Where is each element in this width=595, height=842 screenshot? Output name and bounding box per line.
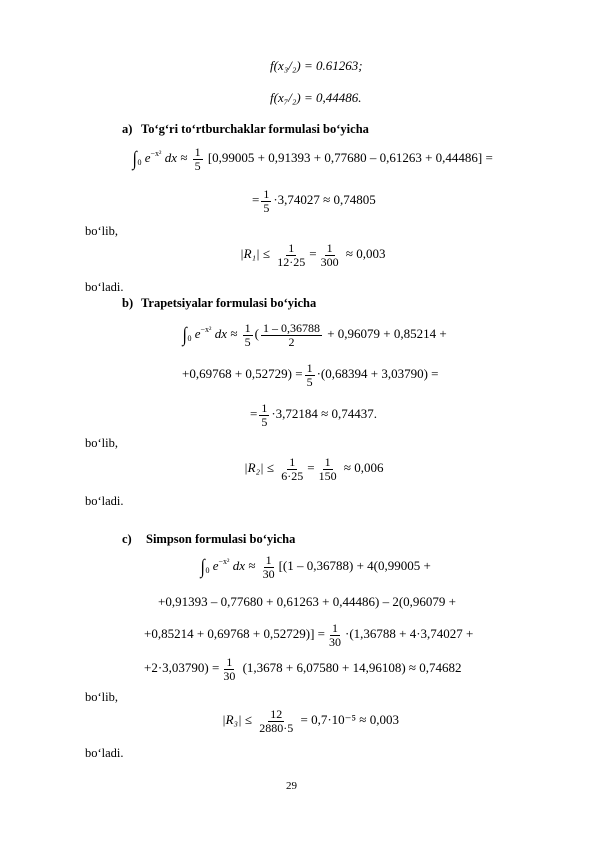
section-c-title: Simpson formulasi bo‘yicha (146, 532, 296, 546)
inner-fraction: $\frac{1 - 0,36788}{2}$ (262, 321, 320, 349)
text-boladi-b: bo‘ladi. (85, 494, 124, 508)
error-fraction-2: $\frac{1}{150}$ (318, 455, 337, 483)
text-bolib-b: bo‘lib, (85, 436, 118, 450)
text-boladi-a: bo‘ladi. (85, 280, 124, 294)
page-number: 29 (286, 780, 297, 792)
error-label: |R₁| ≤ (240, 246, 270, 262)
section-c-line2: +0,91393 – 0,77680 + 0,61263 + 0,44486) – 2(0,96079 + (158, 594, 456, 609)
error-fraction-1: $\frac{1}{6\cdot 25}$ (281, 455, 304, 483)
text-bolib-a: bo‘lib, (85, 224, 118, 238)
section-b-title: Trapetsiyalar formulasi bo‘yicha (141, 296, 317, 310)
integrand-exponent: −x² (218, 557, 230, 567)
error-label: |R₂| ≤ (244, 460, 274, 476)
error-result: = 0,7·10⁻⁵ ≈ 0,003 (300, 712, 399, 728)
result-expression: ·3,74027 ≈ 0,74805 (273, 192, 376, 208)
section-b-integral-line2 (182, 362, 438, 388)
section-b-integral-line1: $\int_0$ $e^{-x^2}$ dx ≈ $\frac{1}{5}$ ( $\frac{1 - 0,36788}{2}$ + 0,96079 + 0,85214 + (182, 321, 447, 349)
section-a-error-estimate: |R₁| ≤ $\frac{1}{12\cdot 25}$ = $\frac{1}{300}$ ≈ 0,003 (240, 241, 386, 269)
result-expression: (1,3678 + 6,07580 + 14,96108) ≈ 0,74682 (242, 660, 462, 676)
integral-sign-icon: ∫ (200, 556, 205, 579)
coef-fraction: $\frac{1}{5}$ (261, 401, 268, 429)
coef-fraction: $\frac{1}{30}$ (328, 621, 341, 649)
sum-continuation: +0,85214 + 0,69768 + 0,52729)] = (144, 626, 325, 642)
section-c-line4 (144, 656, 462, 682)
sum-continuation: +0,69768 + 0,52729) = (182, 366, 303, 382)
error-fraction-1: $\frac{12}{2880\cdot 5}$ (259, 707, 294, 735)
integrand: e (194, 326, 201, 342)
text-bolib-c: bo‘lib, (85, 690, 118, 704)
section-a-title: To‘g‘ri to‘rtburchaklar formulasi bo‘yicha (141, 122, 369, 136)
sum-expression: + 0,96079 + 0,85214 + (327, 326, 447, 342)
sum-expression: [0,99005 + 0,91393 + 0,77680 – 0,61263 + 0,44486] = (207, 150, 493, 166)
integrand: e (212, 558, 219, 574)
integral-sign-icon: ∫ (132, 148, 137, 171)
section-c-line3 (144, 622, 473, 648)
coef-fraction: $\frac{1}{30}$ (262, 553, 275, 581)
integrand: e (144, 150, 151, 166)
section-c-integral-line1 (200, 554, 431, 580)
section-b-error-estimate: |R₂| ≤ $\frac{1}{6\cdot 25}$ = $\frac{1}{150}$ ≈ 0,006 (244, 455, 384, 483)
coef-fraction: $\frac{1}{5}$ (263, 187, 270, 215)
section-c-label: c) (122, 532, 132, 546)
integrand-exponent: −x² (150, 149, 162, 159)
error-result: ≈ 0,003 (345, 246, 386, 262)
sum-grouped: ·(0,68394 + 3,03790) = (316, 366, 439, 382)
value-f-x3-2: f(x₃/₂) = 0.61263; (270, 58, 363, 73)
coef-fraction: $\frac{1}{5}$ (306, 361, 313, 389)
text-boladi-c: bo‘ladi. (85, 746, 124, 760)
lower-limit: 0 (187, 334, 192, 344)
section-a-integral-line1 (132, 146, 493, 172)
error-fraction-2: $\frac{1}{300}$ (320, 241, 339, 269)
sum-expression: [(1 – 0,36788) + 4(0,99005 + (278, 558, 431, 574)
result-expression: ·3,72184 ≈ 0,74437. (271, 406, 378, 422)
error-result: ≈ 0,006 (343, 460, 384, 476)
coef-fraction: $\frac{1}{5}$ (194, 145, 201, 173)
dx-approx: dx ≈ (232, 558, 256, 574)
dx-approx: dx ≈ (214, 326, 238, 342)
error-label: |R₃| ≤ (222, 712, 252, 728)
sum-grouped: ·(1,36788 + 4·3,74027 + (344, 626, 474, 642)
section-a-label: a) (122, 122, 133, 136)
section-b-integral-line3: = $\frac{1}{5}$ ·3,72184 ≈ 0,74437. (250, 401, 378, 429)
section-b-label: b) (122, 296, 134, 310)
integrand-exponent: −x² (200, 325, 212, 335)
error-fraction-1: $\frac{1}{12\cdot 25}$ (277, 241, 306, 269)
section-c-error-estimate (222, 708, 399, 734)
dx-approx: dx ≈ (164, 150, 188, 166)
value-f-x7-2: f(x₇/₂) = 0,44486. (270, 90, 362, 105)
coef-fraction: $\frac{1}{30}$ (223, 655, 236, 683)
lower-limit: 0 (137, 158, 142, 168)
sum-continuation: +2·3,03790) = (144, 660, 220, 676)
section-a-integral-line2: = $\frac{1}{5}$ ·3,74027 ≈ 0,74805 (252, 187, 376, 215)
lower-limit: 0 (205, 566, 210, 576)
integral-sign-icon: ∫ (182, 324, 187, 347)
coef-fraction: $\frac{1}{5}$ (244, 321, 251, 349)
